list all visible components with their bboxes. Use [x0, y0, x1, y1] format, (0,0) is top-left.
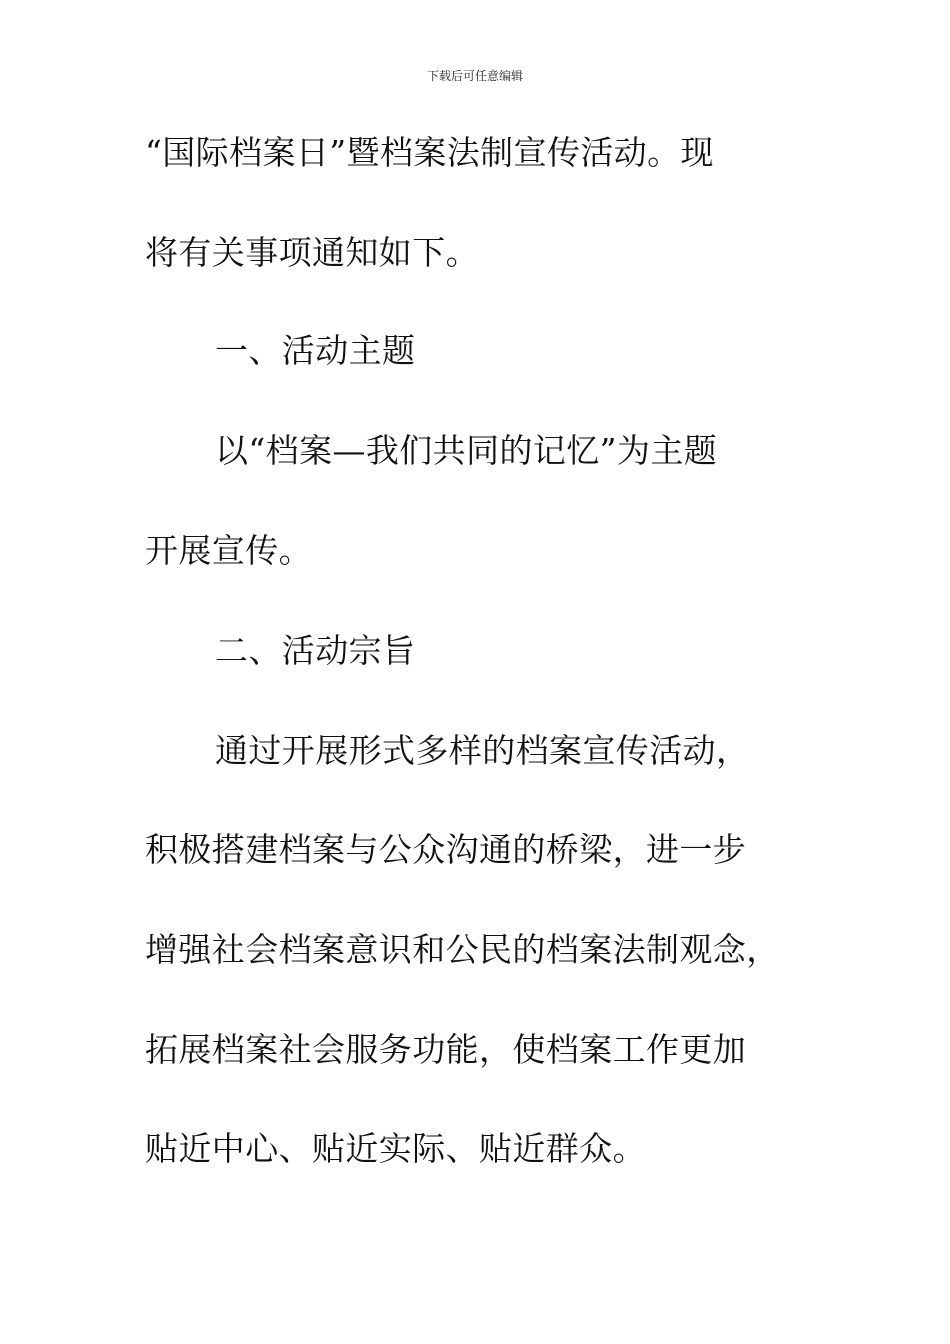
page-header-note: 下载后可任意编辑	[426, 69, 523, 83]
paragraph-line: 通过开展形式多样的档案宣传活动，	[215, 731, 750, 770]
section-heading: 二、活动宗旨	[215, 631, 416, 670]
section-heading: 一、活动主题	[215, 331, 416, 370]
paragraph-line: 积极搭建档案与公众沟通的桥梁，进一步	[145, 830, 747, 869]
paragraph-line: 将有关事项通知如下。	[145, 233, 479, 272]
paragraph-line: 以“档案—我们共同的记忆”为主题	[215, 431, 718, 470]
paragraph-line: 开展宣传。	[145, 531, 312, 570]
paragraph-line: 贴近中心、贴近实际、贴近群众。	[145, 1129, 646, 1168]
paragraph-line: 拓展档案社会服务功能，使档案工作更加	[145, 1030, 747, 1069]
paragraph-line: 增强社会档案意识和公民的档案法制观念，	[145, 930, 780, 969]
paragraph-line: “国际档案日”暨档案法制宣传活动。现	[145, 133, 714, 172]
